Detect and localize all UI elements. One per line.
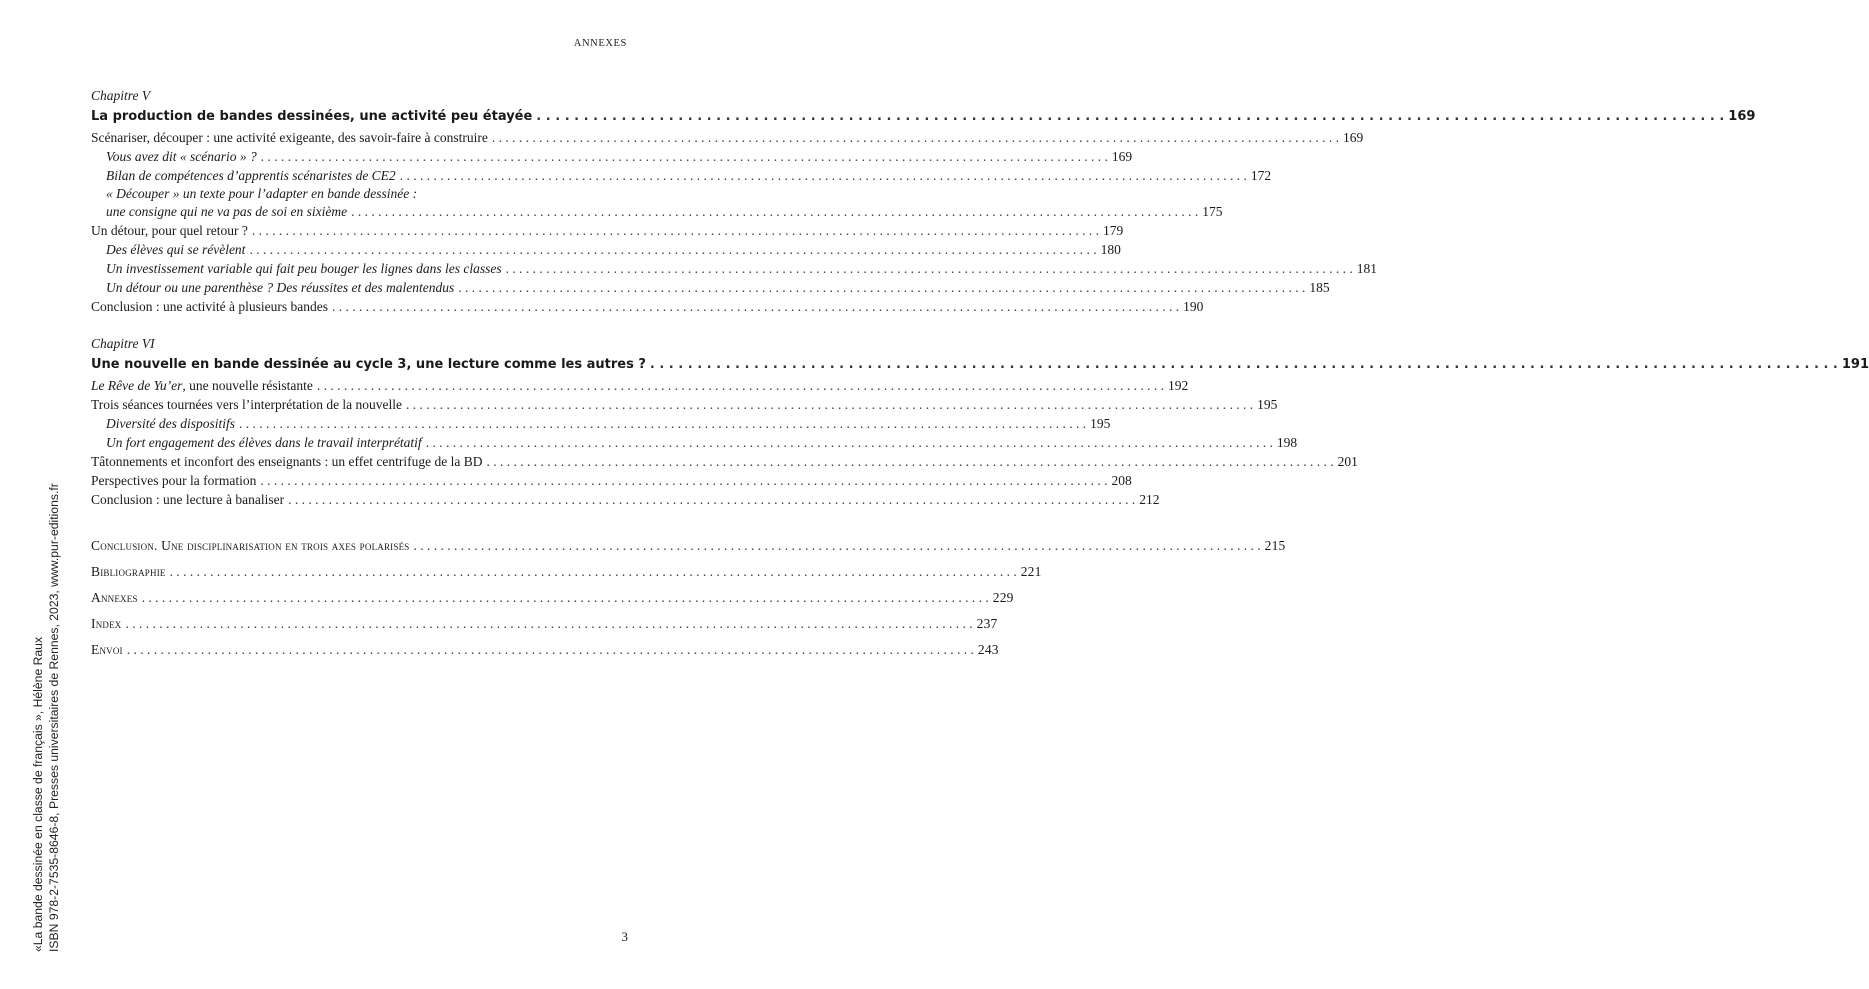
running-head: ANNEXES [573, 38, 627, 49]
chapter-6-label: Chapitre VI [91, 336, 155, 351]
toc-entry[interactable]: Scénariser, découper : une activité exigeante, des savoir-faire à construire . . . 169 [91, 128, 625, 147]
toc-entry[interactable]: Le Rêve de Yu’er, une nouvelle résistante . . . 192 [91, 376, 625, 395]
chapter-6-title[interactable]: Une nouvelle en bande dessinée au cycle 3, une lecture comme les autres ? . . . 191 [91, 353, 625, 376]
toc-subentry[interactable]: Un détour ou une parenthèse ? Des réussites et des malentendus . . . 185 [91, 278, 625, 297]
toc-entry[interactable]: Un détour, pour quel retour ? . . . 179 [91, 221, 625, 240]
toc-entry[interactable]: Tâtonnements et inconfort des enseignants : un effet centrifuge de la BD . . . 201 [91, 452, 625, 471]
table-of-contents [91, 86, 1869, 663]
toc-backmatter-index[interactable]: Index . . . 237 [91, 611, 625, 637]
copyright-sidebar [30, 472, 74, 952]
toc-subentry[interactable]: Des élèves qui se révèlent . . . 180 [91, 240, 625, 259]
sidebar-line-1: «La bande dessinée en classe de français », Hélène Raux [31, 636, 45, 952]
toc-entry[interactable]: Conclusion : une activité à plusieurs bandes . . . 190 [91, 297, 625, 316]
toc-backmatter-conclusion[interactable]: Conclusion. Une disciplinarisation en trois axes polarisés . . . 215 [91, 533, 625, 559]
page-number: 3 [621, 929, 628, 944]
chapter-5-title[interactable]: La production de bandes dessinées, une activité peu étayée . . . 169 [91, 105, 625, 128]
toc-subentry[interactable]: Un investissement variable qui fait peu bouger les lignes dans les classes . . . 181 [91, 259, 625, 278]
toc-subentry[interactable]: Diversité des dispositifs . . . 195 [91, 414, 625, 433]
toc-backmatter-annexes[interactable]: Annexes . . . 229 [91, 585, 625, 611]
toc-subentry-line1[interactable]: « Découper » un texte pour l’adapter en bande dessinée : [106, 186, 418, 201]
toc-backmatter-envoi[interactable]: Envoi . . . 243 [91, 637, 625, 663]
toc-subentry[interactable]: Vous avez dit « scénario » ? . . . 169 [91, 147, 625, 166]
toc-entry[interactable]: Perspectives pour la formation . . . 208 [91, 471, 625, 490]
sidebar-line-2: ISBN 978-2-7535-8646-8, Presses universitaires de Rennes, 2023, www.pur-editions.fr [47, 483, 61, 952]
toc-subentry[interactable]: Bilan de compétences d’apprentis scénaristes de CE2 . . . 172 [91, 166, 625, 185]
chapter-5-label: Chapitre V [91, 88, 151, 103]
toc-subentry[interactable]: Un fort engagement des élèves dans le travail interprétatif . . . 198 [91, 433, 625, 452]
toc-subentry[interactable]: une consigne qui ne va pas de soi en sixième . . . 175 [91, 202, 625, 221]
toc-entry[interactable]: Conclusion : une lecture à banaliser . . . 212 [91, 490, 625, 509]
toc-backmatter-bibliographie[interactable]: Bibliographie . . . 221 [91, 559, 625, 585]
toc-entry[interactable]: Trois séances tournées vers l’interprétation de la nouvelle . . . 195 [91, 395, 625, 414]
